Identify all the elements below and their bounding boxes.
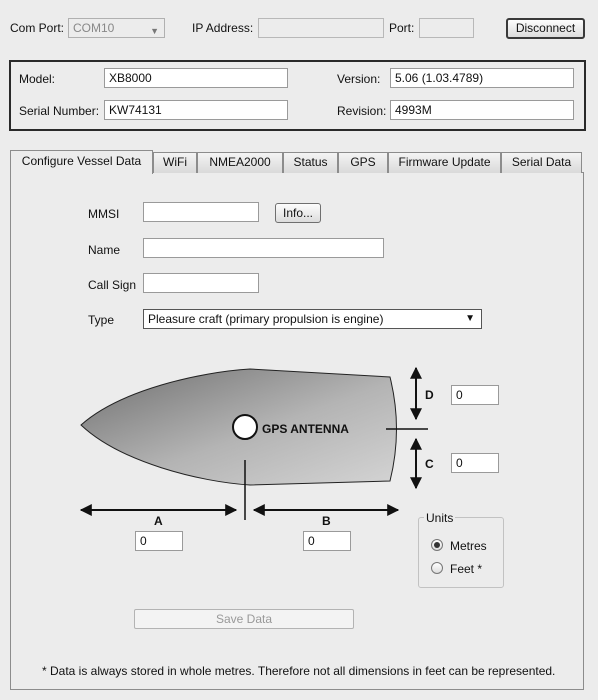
units-title: Units [426, 511, 454, 525]
com-port-label: Com Port: [10, 21, 65, 35]
port-label: Port: [389, 21, 415, 35]
chevron-down-icon: ▼ [150, 26, 159, 36]
metres-radio[interactable] [431, 539, 443, 551]
type-label: Type [88, 313, 115, 327]
dimension-b-field[interactable]: 0 [303, 531, 351, 551]
vessel-type-value: Pleasure craft (primary propulsion is engine) [148, 312, 384, 326]
revision-label: Revision: [337, 104, 387, 118]
serial-number-field[interactable]: KW74131 [104, 100, 288, 120]
disconnect-button[interactable]: Disconnect [506, 18, 585, 39]
tab-serial-data[interactable]: Serial Data [501, 152, 582, 173]
version-label: Version: [337, 72, 381, 86]
dimension-a-field[interactable]: 0 [135, 531, 183, 551]
version-field[interactable]: 5.06 (1.03.4789) [390, 68, 574, 88]
tab-status[interactable]: Status [283, 152, 338, 173]
tab-nmea2000[interactable]: NMEA2000 [197, 152, 283, 173]
name-label: Name [88, 243, 121, 257]
gps-antenna-label: GPS ANTENNA [262, 422, 349, 436]
gps-antenna-icon [233, 415, 257, 439]
feet-radio[interactable] [431, 562, 443, 574]
tab-configure-vessel-data[interactable]: Configure Vessel Data [10, 150, 153, 174]
dimension-c-field[interactable]: 0 [451, 453, 499, 473]
tab-gps[interactable]: GPS [338, 152, 388, 173]
dimension-b-label: B [322, 514, 331, 528]
serial-number-label: Serial Number: [19, 104, 100, 118]
com-port-value: COM10 [73, 21, 115, 35]
ip-address-label: IP Address: [192, 21, 254, 35]
dimension-a-label: A [154, 514, 163, 528]
tab-wifi[interactable]: WiFi [153, 152, 197, 173]
dimension-d-label: D [425, 388, 434, 402]
save-data-button[interactable]: Save Data [134, 609, 354, 629]
feet-label: Feet * [450, 562, 483, 576]
mmsi-label: MMSI [88, 207, 120, 221]
chevron-down-icon: ▼ [465, 313, 475, 324]
model-label: Model: [19, 72, 56, 86]
info-button[interactable]: Info... [275, 203, 321, 223]
footnote: * Data is always stored in whole metres. Therefore not all dimensions in feet can be represented. [42, 664, 556, 678]
metres-label: Metres [450, 539, 487, 553]
revision-field[interactable]: 4993M [390, 100, 574, 120]
call-sign-label: Call Sign [88, 278, 137, 292]
tab-firmware-update[interactable]: Firmware Update [388, 152, 501, 173]
dimension-d-field[interactable]: 0 [451, 385, 499, 405]
dimension-c-label: C [425, 457, 434, 471]
model-field[interactable]: XB8000 [104, 68, 288, 88]
